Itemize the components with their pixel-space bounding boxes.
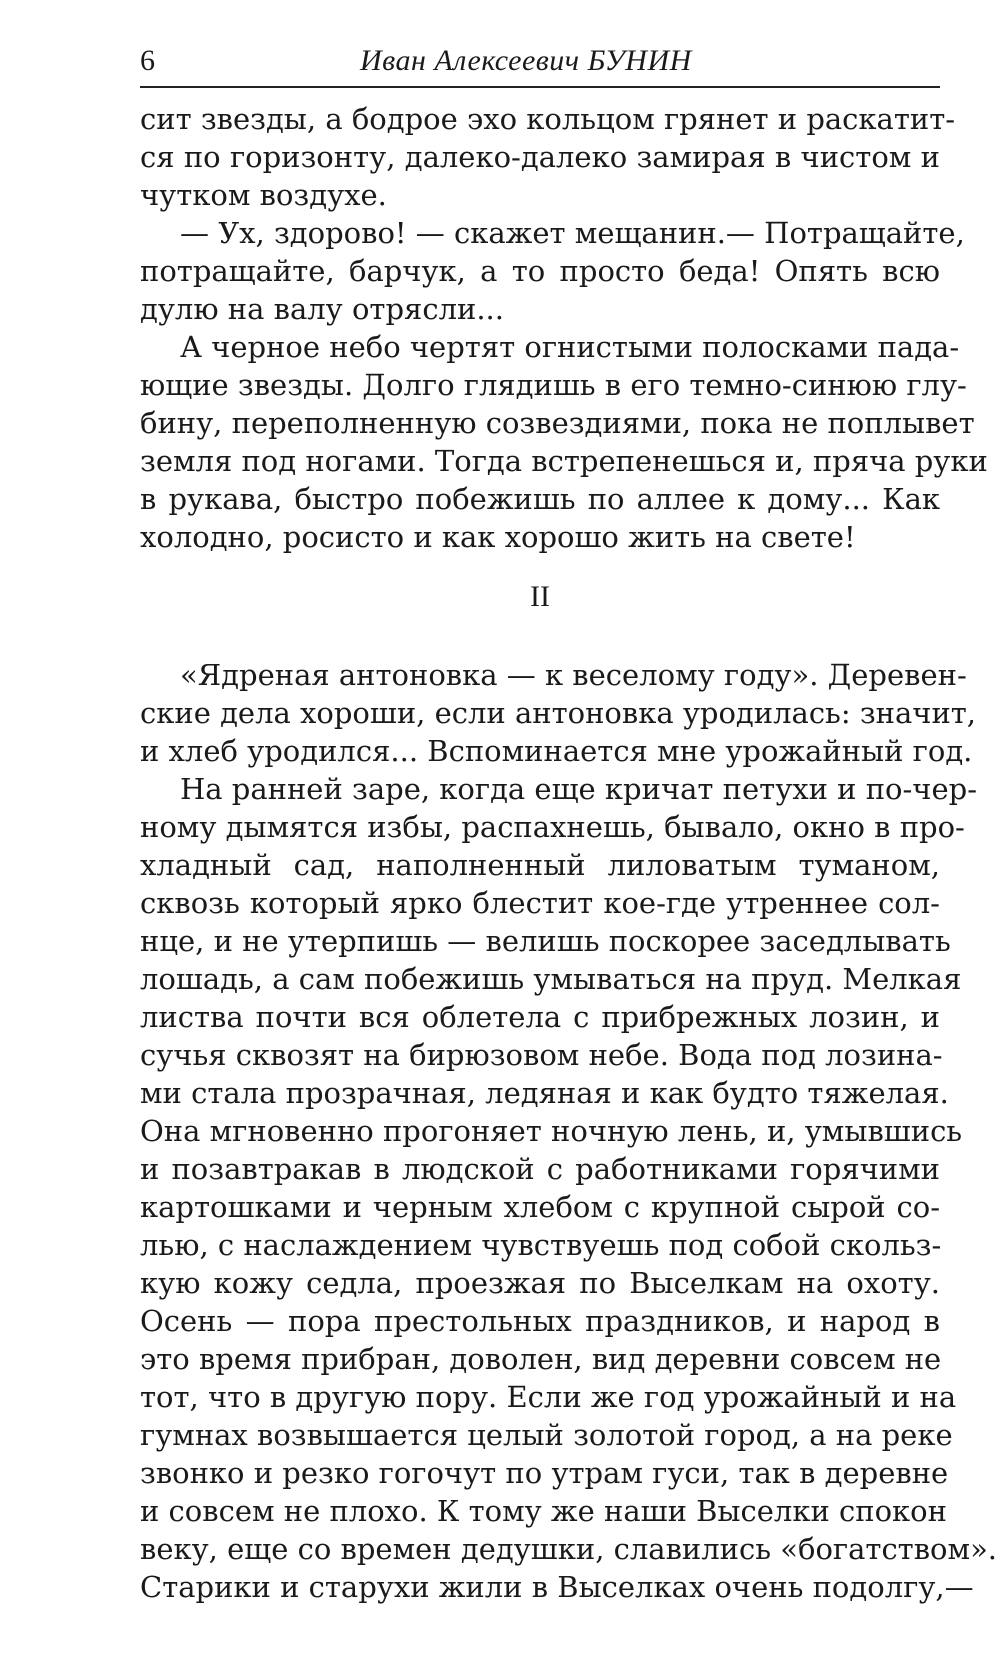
text-line: и совсем не плохо. К тому же наши Выселки спокон: [140, 1494, 947, 1528]
text-line: — Ух, здорово! — скажет мещанин.— Потращайте,: [180, 216, 965, 250]
text-line: бину, переполненную созвездиями, пока не поплывет: [140, 406, 975, 440]
text-line: «Ядреная антоновка — к веселому году». Деревен-: [180, 658, 967, 692]
text-line: ся по горизонту, далеко-далеко замирая в чистом и: [140, 140, 940, 174]
text-line: веку, еще со времен дедушки, славились «богатством».: [140, 1532, 998, 1566]
text-line: картошками и черным хлебом с крупной сырой со-: [140, 1190, 940, 1224]
text-line: и хлеб уродился... Вспоминается мне урожайный год.: [140, 734, 973, 768]
text-line: ские дела хороши, если антоновка уродилась: значит,: [140, 696, 977, 730]
text-line: нце, и не утерпишь — велишь поскорее заседлывать: [140, 924, 951, 958]
text-line: ми стала прозрачная, ледяная и как будто тяжелая.: [140, 1076, 949, 1110]
text-line: это время прибран, доволен, вид деревни совсем не: [140, 1342, 942, 1376]
text-line: лошадь, а сам побежишь умываться на пруд. Мелкая: [140, 962, 962, 996]
text-line: земля под ногами. Тогда встрепенешься и, пряча руки: [140, 444, 988, 478]
text-line: звонко и резко гогочут по утрам гуси, так в деревне: [140, 1456, 949, 1490]
text-line: Она мгновенно прогоняет ночную лень, и, умывшись: [140, 1114, 963, 1148]
text-line: ющие звезды. Долго глядишь в его темно-синюю глу-: [140, 368, 967, 402]
text-line: А черное небо чертят огнистыми полосками пада-: [180, 330, 960, 364]
text-line: хладный сад, наполненный лиловатым туманом,: [140, 848, 940, 882]
text-line: гумнах возвышается целый золотой город, а на реке: [140, 1418, 953, 1452]
text-line: сит звезды, а бодрое эхо кольцом грянет и раскатит-: [140, 102, 956, 136]
text-line: сучья сквозят на бирюзовом небе. Вода под лозина-: [140, 1038, 943, 1072]
text-line: холодно, росисто и как хорошо жить на свете!: [140, 520, 856, 554]
text-line: и позавтракав в людской с работниками горячими: [140, 1152, 940, 1186]
text-line: кую кожу седла, проезжая по Выселкам на охоту.: [140, 1266, 940, 1300]
running-head: Иван Алексеевич БУНИН: [360, 44, 692, 77]
text-line: тот, что в другую пору. Если же год урожайный и на: [140, 1380, 957, 1414]
text-line: потращайте, барчук, а то просто беда! Опять всю: [140, 254, 940, 288]
text-line: сквозь который ярко блестит кое-где утреннее сол-: [140, 886, 940, 920]
text-line: чутком воздухе.: [140, 178, 387, 212]
text-line: лью, с наслаждением чувствуешь под собой скольз-: [140, 1228, 942, 1262]
text-line: Старики и старухи жили в Выселках очень подолгу,—: [140, 1570, 974, 1604]
page-header: [140, 44, 940, 88]
text-block-2: [140, 656, 998, 1606]
text-block-1: [140, 100, 988, 556]
text-line: ному дымятся избы, распахнешь, бывало, окно в про-: [140, 810, 965, 844]
text-line: листва почти вся облетела с прибрежных лозин, и: [140, 1000, 940, 1034]
chapter-number: II: [530, 580, 550, 613]
text-line: дулю на валу отрясли...: [140, 292, 504, 326]
page-number: 6: [140, 44, 155, 77]
text-line: На ранней заре, когда еще кричат петухи и по-чер-: [180, 772, 978, 806]
text-line: в рукава, быстро побежишь по аллее к дому... Как: [140, 482, 940, 516]
text-line: Осень — пора престольных праздников, и народ в: [140, 1304, 940, 1338]
